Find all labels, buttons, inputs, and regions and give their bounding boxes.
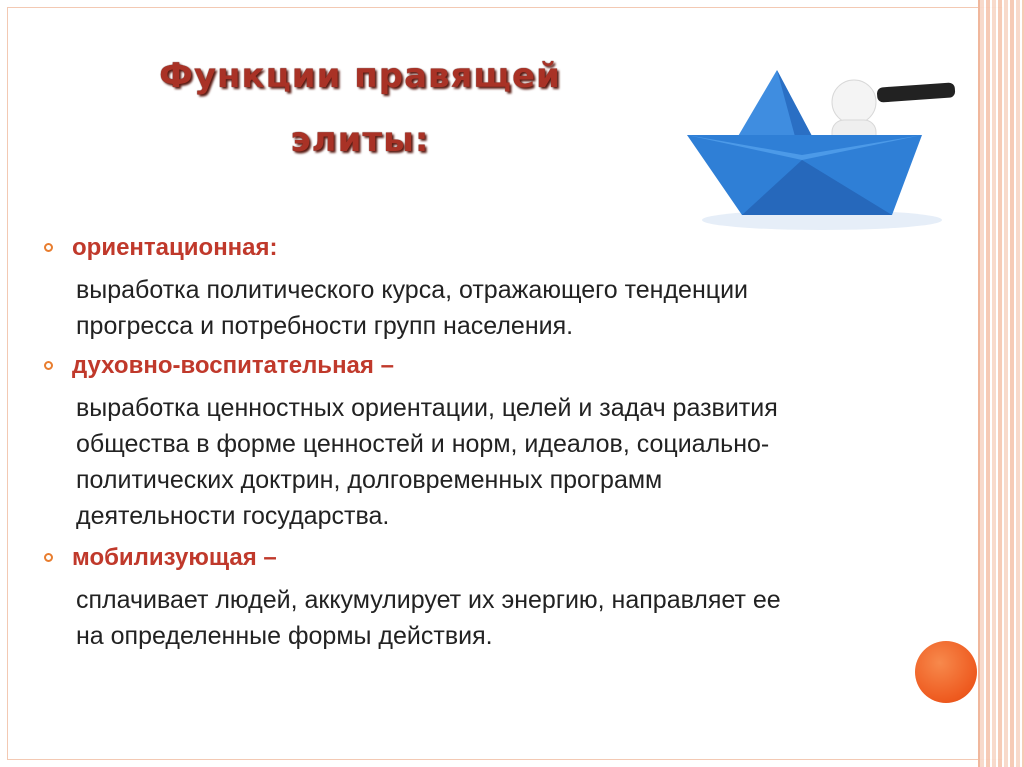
- item-text: [76, 272, 974, 344]
- item-text-line: политических доктрин, долговременных программ: [76, 466, 663, 494]
- item-text: [76, 390, 974, 534]
- side-stripes-decoration: [980, 0, 1024, 767]
- ring-bullet-icon: [44, 361, 53, 370]
- paper-boat-illustration: [682, 60, 964, 230]
- item-text: [76, 582, 974, 654]
- item-text-line: прогресса и потребности групп населения.: [76, 312, 574, 340]
- item-text-line: выработка политического курса, отражающего тенденции: [76, 276, 749, 304]
- ring-bullet-icon: [44, 553, 53, 562]
- item-text-line: сплачивает людей, аккумулирует их энергию, направляет ее: [76, 586, 781, 614]
- telescope-icon: [877, 82, 956, 102]
- item-text-line: общества в форме ценностей и норм, идеалов, социально-: [76, 430, 770, 458]
- figure-head: [832, 80, 876, 124]
- slide-title-line2: элиты:: [290, 120, 430, 160]
- list-item: [44, 232, 974, 344]
- ring-bullet-icon: [44, 243, 53, 252]
- item-text-line: на определенные формы действия.: [76, 622, 493, 650]
- item-text-line: выработка ценностных ориентации, целей и задач развития: [76, 394, 778, 422]
- item-title: мобилизующая –: [72, 544, 277, 571]
- item-text-line: деятельности государства.: [76, 502, 390, 530]
- paper-boat-icon: [682, 60, 964, 230]
- list-item: [44, 350, 974, 534]
- slide-title-line1: Функции правящей: [159, 56, 561, 96]
- orange-circle-icon: [915, 641, 977, 703]
- list-item: [44, 542, 974, 654]
- function-list: [44, 232, 974, 654]
- item-title: духовно-воспитательная –: [72, 352, 394, 379]
- item-title: ориентационная:: [72, 234, 278, 261]
- slide-title: [60, 44, 660, 172]
